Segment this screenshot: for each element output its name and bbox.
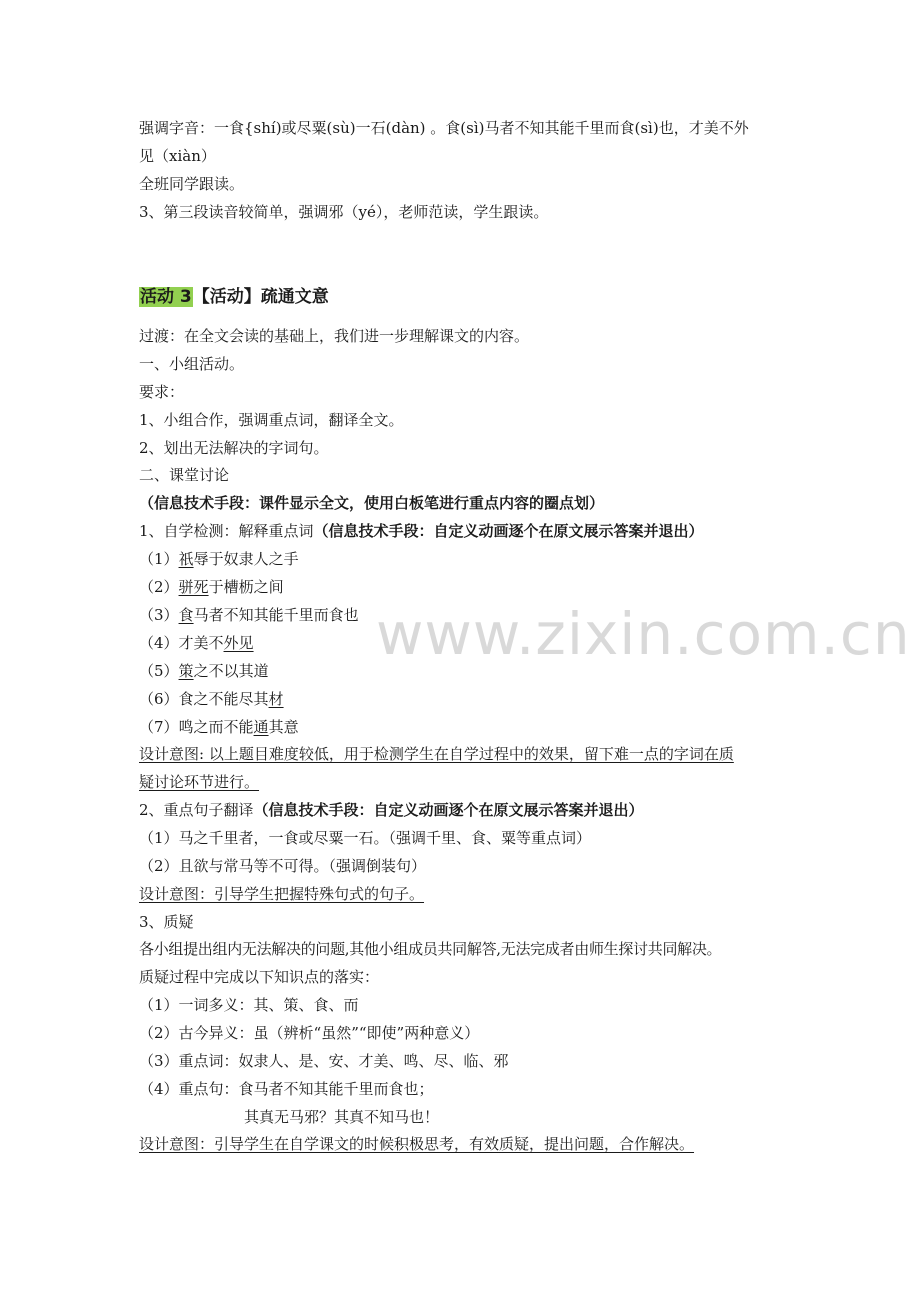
requirements-label: 要求： (139, 383, 185, 401)
design-intent-1a: 设计意图: 以上题目难度较低，用于检测学生在自学过程中的效果，留下难一点的字词在质 (139, 745, 734, 763)
knowledge-point-1: （1）一词多义：其、策、食、而 (139, 996, 359, 1014)
pronunciation-line-2: 见（xiàn） (139, 147, 216, 165)
requirement-2: 2、划出无法解决的字词句。 (139, 439, 329, 457)
key-word: 策 (178, 662, 194, 680)
key-word: 外见 (223, 634, 254, 652)
paragraph-three-note: 3、第三段读音较简单，强调邪（yé），老师范读，学生跟读。 (139, 203, 549, 221)
key-word: 骈死 (178, 578, 209, 596)
tech-means-3: （信息技术手段：自定义动画逐个在原文展示答案并退出） (253, 801, 644, 819)
pronunciation-line-1: 强调字音：一食{shí)或尽粟(sù)一石(dàn) 。食(sì)马者不知其能千里而食(sì)也，才美不外 (139, 119, 749, 137)
sentence-translation-heading (139, 799, 644, 821)
requirement-1: 1、小组合作，强调重点词，翻译全文。 (139, 411, 404, 429)
word-item-1: （1）祇辱于奴隶人之手 (139, 550, 299, 568)
key-word: 祇 (178, 550, 194, 568)
activity-heading (139, 284, 329, 310)
design-intent-2: 设计意图：引导学生把握特殊句式的句子。 (139, 885, 425, 903)
watermark: www.zixin.com.cn (376, 600, 911, 668)
key-word: 食 (178, 606, 194, 624)
sentence-2: （2）且欲与常马等不可得。（强调倒装句） (139, 857, 427, 875)
tech-means-1: （信息技术手段：课件显示全文，使用白板笔进行重点内容的圈点划） (139, 494, 605, 512)
self-check-label: 1、自学检测：解释重点词 (139, 522, 314, 540)
key-word: 材 (268, 690, 284, 708)
word-item-2: （2）骈死于槽枥之间 (139, 578, 284, 596)
knowledge-points-intro: 质疑过程中完成以下知识点的落实： (139, 968, 380, 986)
word-item-4: （4）才美不外见 (139, 634, 254, 652)
key-word: 通 (253, 718, 269, 736)
transition-text: 过渡：在全文会读的基础上，我们进一步理解课文的内容。 (139, 327, 530, 345)
questioning-heading: 3、质疑 (139, 913, 194, 931)
knowledge-point-3: （3）重点词：奴隶人、是、安、才美、鸣、尽、临、邪 (139, 1052, 509, 1070)
tech-means-2: （信息技术手段：自定义动画逐个在原文展示答案并退出） (313, 522, 704, 540)
word-item-6: （6）食之不能尽其材 (139, 690, 284, 708)
knowledge-point-2: （2）古今异义：虽（辨析“虽然”“即使”两种意义） (139, 1024, 480, 1042)
knowledge-point-4: （4）重点句：食马者不知其能千里而食也； (139, 1080, 434, 1098)
sentence-1: （1）马之千里者，一食或尽粟一石。（强调千里、食、粟等重点词） (139, 829, 592, 847)
group-activity: 一、小组活动。 (139, 355, 245, 373)
activity-tag: 活动 3 (140, 287, 192, 307)
questioning-desc: 各小组提出组内无法解决的问题,其他小组成员共同解答,无法完成者由师生探讨共同解决。 (139, 940, 722, 958)
word-item-3: （3）食马者不知其能千里而食也 (139, 606, 359, 624)
activity-title: 【活动】疏通文意 (192, 287, 329, 307)
word-item-5: （5）策之不以其道 (139, 662, 269, 680)
word-item-7: （7）鸣之而不能通其意 (139, 718, 299, 736)
class-discussion: 二、课堂讨论 (139, 466, 230, 484)
self-check-heading (139, 520, 704, 542)
knowledge-point-4b: 其真无马邪？其真不知马也！ (244, 1108, 440, 1126)
sentence-translation-label: 2、重点句子翻译 (139, 801, 254, 819)
class-follow-read: 全班同学跟读。 (139, 175, 245, 193)
design-intent-1b: 疑讨论环节进行。 (139, 773, 260, 791)
design-intent-3: 设计意图：引导学生在自学课文的时候积极思考，有效质疑，提出问题，合作解决。 (139, 1135, 695, 1153)
